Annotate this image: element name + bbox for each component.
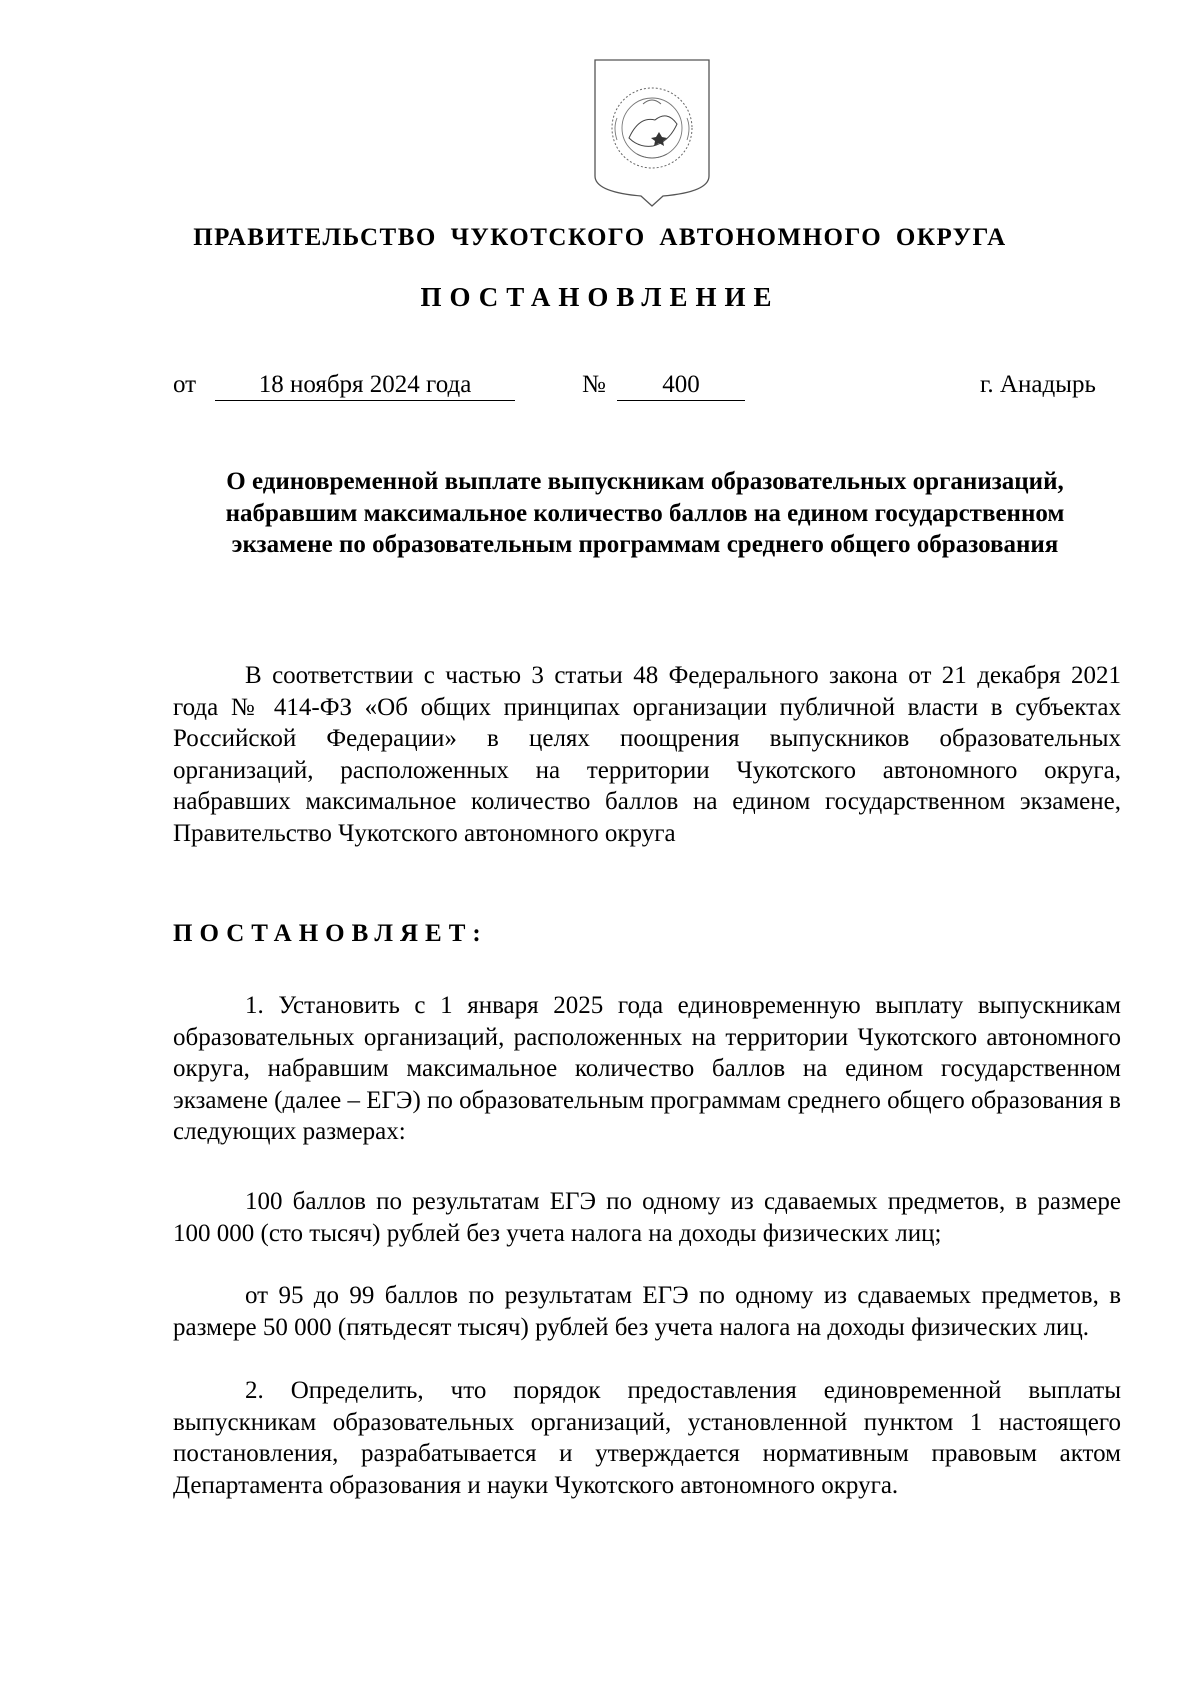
decree-number: 400 [617, 370, 745, 401]
government-title: ПРАВИТЕЛЬСТВО ЧУКОТСКОГО АВТОНОМНОГО ОКРУГА [193, 224, 1007, 251]
clause-1: 1. Установить с 1 января 2025 года единовременную выплату выпускникам образовательных организаций, расположенных на территории Чукотского автономного округа, набравшим максимальное количество баллов на едином государственном экзамене (далее – ЕГЭ) по образовательным программам среднего общего образования в следующих размерах: [173, 992, 1121, 1145]
city: г. Анадырь [980, 371, 1096, 398]
preamble-paragraph: В соответствии с частью 3 статьи 48 Федерального закона от 21 декабря 2021 года № 414-ФЗ «Об общих принципах организации публичной власти в субъектах Российской Федерации» в целях поощрения выпускников образовательных организаций, расположенных на территории Чукотского автономного округа, набравших максимальное количество баллов на едином государственном экзамене, Правительство Чукотского автономного округа [173, 662, 1121, 847]
date-prefix: от [173, 371, 197, 398]
coat-of-arms-emblem [593, 58, 711, 208]
clause-1-item-95-99: от 95 до 99 баллов по результатам ЕГЭ по одному из сдаваемых предметов, в размере 50 000 (пятьдесят тысяч) рублей без учета налога на доходы физических лиц. [173, 1282, 1121, 1341]
document-type-title: ПОСТАНОВЛЕНИЕ [420, 282, 780, 312]
decree-subject: О единовременной выплате выпускникам образовательных организаций, набравшим максимальное количество баллов на едином государственном экзамене по образовательным программам среднего общего образования [225, 468, 1065, 558]
number-prefix: № [582, 371, 606, 398]
decree-word: ПОСТАНОВЛЯЕТ: [173, 920, 488, 947]
decree-date: 18 ноября 2024 года [215, 370, 515, 401]
clause-1-item-100: 100 баллов по результатам ЕГЭ по одному из сдаваемых предметов, в размере 100 000 (сто тысяч) рублей без учета налога на доходы физических лиц; [173, 1188, 1121, 1247]
clause-2: 2. Определить, что порядок предоставления единовременной выплаты выпускникам образовательных организаций, установленной пунктом 1 настоящего постановления, разрабатывается и утверждается нормативным правовым актом Департамента образования и науки Чукотского автономного округа. [173, 1377, 1121, 1499]
